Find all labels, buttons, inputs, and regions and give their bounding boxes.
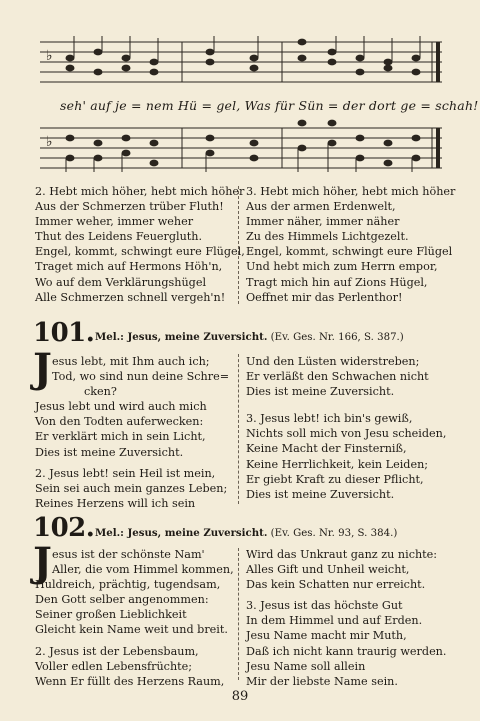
verse-line: Er verläßt den Schwachen nicht bbox=[246, 370, 429, 384]
hymn-102-melody bbox=[95, 527, 397, 539]
page-number: 89 bbox=[231, 689, 249, 704]
verse-line: Seiner großen Lieblichkeit bbox=[35, 608, 187, 622]
verse-line: Gleicht kein Name weit und breit. bbox=[35, 623, 228, 637]
verse-line: Alle Schmerzen schnell vergeh'n! bbox=[35, 290, 226, 304]
verse-line: Wird das Unkraut ganz zu nichte: bbox=[246, 548, 438, 561]
hymn-101-right-column bbox=[246, 354, 446, 502]
verse-line: Aller, die vom Himmel kommen, bbox=[52, 563, 234, 577]
verse-line: Aus der armen Erdenwelt, bbox=[246, 200, 396, 214]
verse-line: In dem Himmel und auf Erden. bbox=[246, 614, 423, 628]
verse-line: Dies ist meine Zuversicht. bbox=[246, 487, 395, 501]
dropcap-101: J bbox=[33, 345, 52, 392]
verse-line: esus lebt, mit Ihm auch ich; bbox=[52, 355, 210, 368]
verse-line: 3. Jesus ist das höchste Gut bbox=[246, 599, 403, 613]
upper-verse-3 bbox=[246, 184, 455, 305]
music-staff-lower bbox=[40, 118, 442, 172]
svg-text:♭: ♭ bbox=[46, 134, 53, 150]
verse-line: Das kein Schatten nur erreicht. bbox=[246, 578, 426, 592]
staff-notation-lower bbox=[40, 118, 442, 172]
verse-line: 3. Jesus lebt! ich bin's gewiß, bbox=[246, 412, 413, 426]
verse-line: Sein sei auch mein ganzes Leben; bbox=[35, 481, 228, 495]
verse-line: Reines Herzens will ich sein bbox=[35, 496, 196, 510]
hymnal-reference: (Ev. Ges. Nr. 166, S. 387.) bbox=[270, 332, 404, 343]
verse-line: Dies ist meine Zuversicht. bbox=[246, 385, 395, 399]
hymn-102-left-column bbox=[35, 547, 234, 689]
verse-gap bbox=[246, 399, 446, 411]
hymn-102-right-column bbox=[246, 547, 446, 689]
verse-line: Daß ich nicht kann traurig werden. bbox=[246, 644, 447, 658]
hymnal-reference: (Ev. Ges. Nr. 93, S. 384.) bbox=[270, 528, 398, 539]
verse-line: Er verklärt mich in sein Licht, bbox=[35, 430, 206, 444]
verse-line: cken? bbox=[84, 385, 117, 399]
verse-line: Dies ist meine Zuversicht. bbox=[35, 445, 184, 459]
verse-line: 2. Jesus lebt! sein Heil ist mein, bbox=[35, 466, 216, 480]
verse-line: Traget mich auf Hermons Höh'n, bbox=[35, 260, 223, 274]
hymn-101-left-column bbox=[35, 354, 230, 511]
verse-line: Oeffnet mir das Perlenthor! bbox=[246, 290, 403, 304]
verse-line: Und hebt mich zum Herrn empor, bbox=[246, 260, 438, 274]
verse-line: Jesu Name soll allein bbox=[246, 659, 366, 673]
hymn-number-102: 102. bbox=[33, 513, 95, 543]
column-divider bbox=[238, 548, 239, 680]
verse-line: Alles Gift und Unheil weicht, bbox=[246, 563, 410, 577]
verse-line: Mir der liebste Name sein. bbox=[246, 674, 398, 688]
melody-label: Mel.: Jesus, meine Zuversicht. bbox=[95, 331, 268, 343]
verse-line: Engel, kommt, schwingt eure Flügel bbox=[246, 245, 453, 259]
staff-notation-upper bbox=[40, 36, 442, 90]
verse-line: 2. Hebt mich höher, hebt mich höher bbox=[35, 185, 245, 198]
music-staff-upper bbox=[40, 36, 442, 90]
verse-line: Von den Todten auferwecken: bbox=[35, 415, 204, 429]
verse-line: Keine Herrlichkeit, kein Leiden; bbox=[246, 457, 429, 471]
verse-line: Immer näher, immer näher bbox=[246, 215, 400, 229]
hymn-number-101: 101. bbox=[33, 318, 95, 348]
verse-line: Den Gott selber angenommen: bbox=[35, 593, 209, 607]
verse-line: Engel, kommt, schwingt eure Flügel, bbox=[35, 245, 245, 259]
hymn-101-melody bbox=[95, 331, 404, 343]
upper-verse-2 bbox=[35, 184, 245, 305]
melody-label: Mel.: Jesus, meine Zuversicht. bbox=[95, 527, 268, 539]
column-divider bbox=[238, 354, 239, 504]
column-divider bbox=[238, 186, 239, 304]
verse-line: Thut des Leidens Feuergluth. bbox=[35, 230, 203, 244]
music-lyrics: seh' auf je = nem Hü = gel, Was für Sün = der dort ge = schah! bbox=[60, 98, 479, 113]
verse-line: Nichts soll mich von Jesu scheiden, bbox=[246, 427, 447, 441]
verse-line: Immer weher, immer weher bbox=[35, 215, 194, 229]
verse-line: Aus der Schmerzen trüber Fluth! bbox=[35, 200, 224, 214]
dropcap-102: J bbox=[33, 539, 52, 586]
verse-line: 3. Hebt mich höher, hebt mich höher bbox=[246, 185, 456, 198]
verse-line: esus ist der schönste Nam' bbox=[52, 548, 205, 561]
verse-line: Keine Macht der Finsterniß, bbox=[246, 442, 407, 456]
verse-line: Huldreich, prächtig, tugendsam, bbox=[35, 578, 221, 592]
verse-line: Tod, wo sind nun deine Schre= bbox=[52, 370, 230, 384]
verse-line: Jesus lebt und wird auch mich bbox=[35, 400, 207, 414]
verse-line: 2. Jesus ist der Lebensbaum, bbox=[35, 644, 199, 658]
svg-text:♭: ♭ bbox=[46, 48, 53, 64]
verse-line: Er giebt Kraft zu dieser Pflicht, bbox=[246, 472, 424, 486]
verse-line: Wo auf dem Verklärungshügel bbox=[35, 275, 207, 289]
verse-line: Tragt mich hin auf Zions Hügel, bbox=[246, 275, 428, 289]
verse-line: Und den Lüsten widerstreben; bbox=[246, 355, 420, 368]
verse-line: Jesu Name macht mir Muth, bbox=[246, 629, 407, 643]
verse-line: Zu des Himmels Lichtgezelt. bbox=[246, 230, 409, 244]
verse-line: Voller edlen Lebensfrüchte; bbox=[35, 659, 193, 673]
verse-line: Wenn Er füllt des Herzens Raum, bbox=[35, 674, 225, 688]
